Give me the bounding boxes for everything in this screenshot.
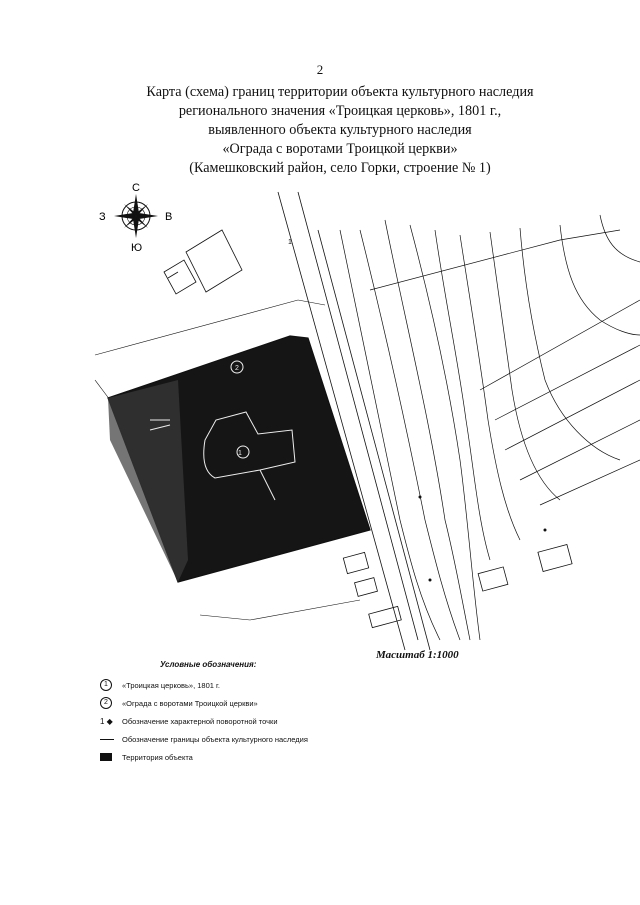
legend-item [100,677,440,693]
legend-territory-icon [100,753,112,761]
object-1-marker: 1 [238,450,242,457]
legend [100,660,440,767]
object-territory [108,336,370,582]
title-line: «Ограда с воротами Троицкой церкви» [222,141,458,157]
compass-rose [99,182,172,254]
title-line: (Камешковский район, село Горки, строение № 1) [189,160,491,176]
title-line: Карта (схема) границ территории объекта культурного наследия [146,84,534,100]
legend-label: «Ограда с воротами Троицкой церкви» [122,698,258,708]
legend-label: Обозначение характерной поворотной точки [122,716,278,726]
title-line: регионального значения «Троицкая церковь», 1801 г., [178,103,502,119]
legend-line-icon [100,739,114,740]
legend-item [100,731,440,747]
legend-point-icon: 1 ◆ [100,716,113,726]
contour-lines [340,215,640,640]
legend-item [100,749,440,765]
legend-title: Условные обозначения: [160,660,257,669]
page-number: 2 [316,62,324,77]
compass-south: Ю [131,242,143,254]
legend-label: «Троицкая церковь», 1801 г. [122,680,220,690]
legend-label: Обозначение границы объекта культурного наследия [122,734,308,744]
map-scale: Масштаб 1:1000 [376,649,459,661]
title-line: выявленного объекта культурного наследия [208,122,472,138]
legend-circle-1-icon: 1 [100,679,112,691]
legend-label: Территория объекта [122,752,193,762]
buildings-north [164,230,242,294]
object-2-marker: 2 [235,365,239,372]
point-1-label: 1 [288,239,292,246]
legend-circle-2-icon: 2 [100,697,112,709]
buildings-south [343,544,572,627]
compass-west: З [99,211,106,223]
legend-item [100,695,440,711]
compass-north: С [132,182,140,194]
compass-east: В [165,211,173,223]
legend-item [100,713,440,729]
